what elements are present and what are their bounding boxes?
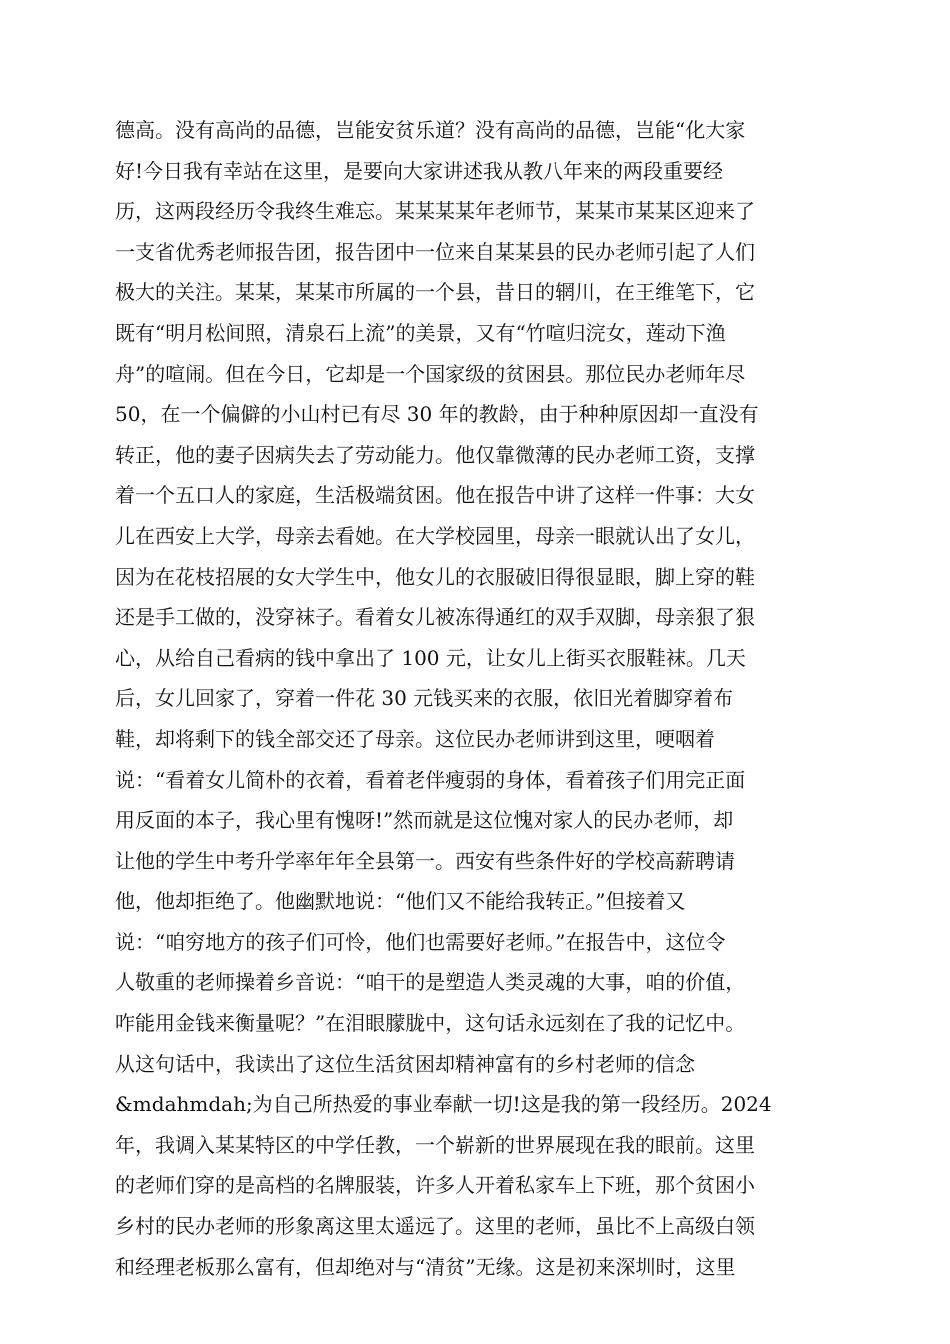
text-line: 从这句话中，我读出了这位生活贫困却精神富有的乡村老师的信念 [115, 1051, 695, 1076]
text-line: 历，这两段经历令我终生难忘。某某某某年老师节，某某市某某区迎来了 [115, 199, 755, 224]
text-line: 因为在花枝招展的女大学生中，他女儿的衣服破旧得很显眼，脚上穿的鞋 [115, 564, 755, 589]
text-line: 人敬重的老师操着乡音说：“咱干的是塑造人类灵魂的大事，咱的价值， [115, 970, 746, 995]
text-line: 和经理老板那么富有，但却绝对与“清贫”无缘。这是初来深圳时，这里 [115, 1254, 736, 1279]
text-line: 让他的学生中考升学率年年全县第一。西安有些条件好的学校高薪聘请 [115, 848, 735, 873]
text-line: 还是手工做的，没穿袜子。看着女儿被冻得通红的双手双脚，母亲狠了狠 [115, 605, 755, 630]
text-line: 年，我调入某某特区的中学任教，一个崭新的世界展现在我的眼前。这里 [115, 1132, 755, 1157]
text-line: 德高。没有高尚的品德，岂能安贫乐道？没有高尚的品德，岂能“化大家 [115, 118, 746, 142]
text-line: 后，女儿回家了，穿着一件花 30 元钱买来的衣服，依旧光着脚穿着布 [115, 686, 734, 711]
text-line: 着一个五口人的家庭，生活极端贫困。他在报告中讲了这样一件事：大女 [115, 483, 755, 508]
text-line: 乡村的民办老师的形象离这里太遥远了。这里的老师，虽比不上高级白领 [115, 1214, 755, 1239]
text-line: 他，他却拒绝了。他幽默地说：“他们又不能给我转正。”但接着又 [115, 889, 686, 914]
text-line: 一支省优秀老师报告团，报告团中一位来自某某县的民办老师引起了人们 [115, 239, 755, 264]
text-line: 50，在一个偏僻的小山村已有尽 30 年的教龄，由于种种原因却一直没有 [115, 402, 759, 427]
text-line: 说：“咱穷地方的孩子们可怜，他们也需要好老师。”在报告中，这位令 [115, 929, 726, 954]
text-line: 的老师们穿的是高档的名牌服装，许多人开着私家车上下班，那个贫困小 [115, 1173, 755, 1198]
text-line: 好!今日我有幸站在这里，是要向大家讲述我从教八年来的两段重要经 [115, 158, 724, 183]
text-line: 极大的关注。某某，某某市所属的一个县，昔日的辋川，在王维笔下，它 [115, 280, 755, 305]
text-line: 儿在西安上大学，母亲去看她。在大学校园里，母亲一眼就认出了女儿， [115, 523, 755, 548]
text-line: 舟”的喧闹。但在今日，它却是一个国家级的贫困县。那位民办老师年尽 [115, 361, 746, 386]
text-line: 说：“看着女儿简朴的衣着，看着老伴瘦弱的身体，看着孩子们用完正面 [115, 767, 746, 792]
text-line: &mdahmdah;为自己所热爱的事业奉献一切!这是我的第一段经历。2024 [115, 1092, 772, 1117]
text-line: 既有“明月松间照，清泉石上流”的美景，又有“竹喧归浣女，莲动下渔 [115, 320, 726, 345]
text-line: 转正，他的妻子因病失去了劳动能力。他仅靠微薄的民办老师工资，支撑 [115, 442, 755, 467]
text-line: 心，从给自己看病的钱中拿出了 100 元，让女儿上街买衣服鞋袜。几天 [115, 645, 746, 670]
text-line: 用反面的本子，我心里有愧呀!”然而就是这位愧对家人的民办老师，却 [115, 808, 734, 833]
text-line: 鞋，却将剩下的钱全部交还了母亲。这位民办老师讲到这里，哽咽着 [115, 726, 715, 751]
body-text [115, 110, 845, 1287]
text-line: 咋能用金钱来衡量呢？”在泪眼朦胧中，这句话永远刻在了我的记忆中。 [115, 1011, 746, 1036]
